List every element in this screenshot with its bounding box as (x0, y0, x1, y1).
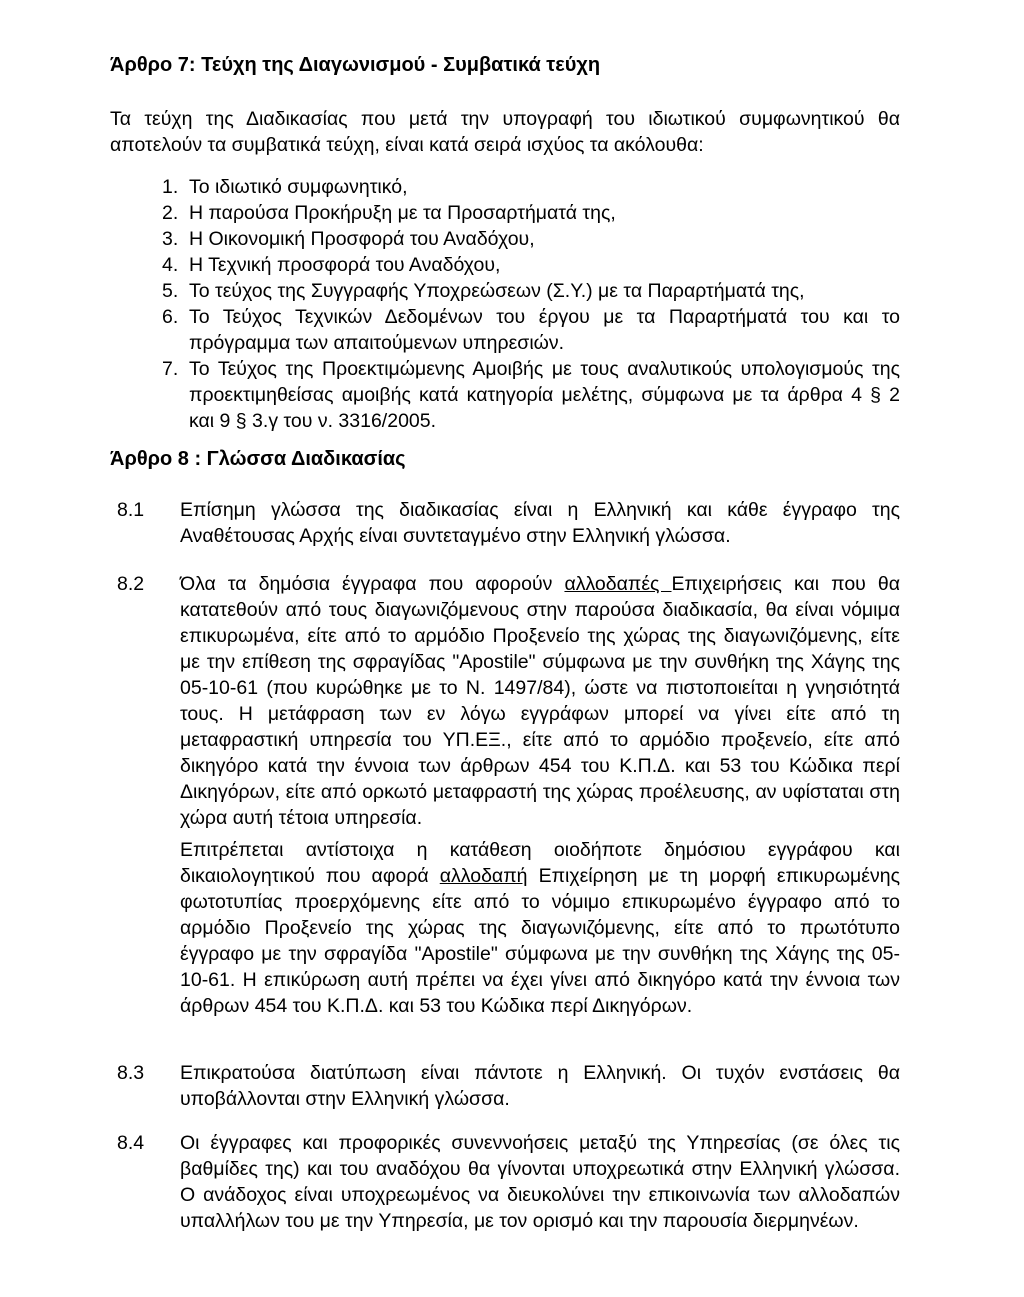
list-item-number: 4. (162, 254, 179, 276)
section-number: 8.4 (117, 1132, 145, 1154)
section-8-3-text: Επικρατούσα διατύπωση είναι πάντοτε η Ελληνική. Οι τυχόν ενστάσεις θα υποβάλλονται στην Ελληνική γλώσσα. (180, 1062, 900, 1110)
contract-documents-list (162, 174, 900, 434)
section-number: 8.2 (117, 573, 145, 595)
list-item (162, 278, 900, 304)
section-number: 8.3 (117, 1062, 145, 1084)
list-item-text: Το ιδιωτικό συμφωνητικό, (189, 176, 408, 198)
section-number: 8.1 (117, 499, 145, 521)
list-item-text: Η παρούσα Προκήρυξη με τα Προσαρτήματά της, (189, 202, 616, 224)
list-item-number: 6. (162, 306, 179, 328)
list-item (162, 252, 900, 278)
list-item-text: Η Τεχνική προσφορά του Αναδόχου, (189, 254, 501, 276)
article-7-heading: Άρθρο 7: Τεύχη της Διαγωνισμού - Συμβατικά τεύχη (110, 54, 601, 76)
text-run: Επιχειρήσεις και που θα κατατεθούν από τους διαγωνιζόμενους στην παρούσα διαδικασία, θα είναι νόμιμα επικυρωμένα, είτε από το αρμόδιο Προξενείο της χώρας της διαγωνιζόμενης, είτε με την επίθεση της σφραγίδας "Apostile" σύμφωνα με την συνθήκη της Χάγης της 05-10-61 (που κυρώθηκε με το Ν. 1497/84), ώστε να πιστοποιείται η γνησιότητά τους. Η μετάφραση των εν λόγω εγγράφων μπορεί να γίνει είτε από τη μεταφραστική υπηρεσία του ΥΠ.ΕΞ., είτε από το αρμόδιο προξενείο, είτε από δικηγόρο κατά την έννοια των άρθρων 454 του Κ.Π.Δ. και 53 του Κώδικα περί Δικηγόρων, είτε από ορκωτό μεταφραστή της χώρας προέλευσης, αν υφίσταται στη χώρα αυτή τέτοια υπηρεσία. (180, 573, 900, 829)
section-8-1-text: Επίσημη γλώσσα της διαδικασίας είναι η Ελληνική και κάθε έγγραφο της Αναθέτουσας Αρχής είναι συντεταγμένο στην Ελληνική γλώσσα. (180, 499, 900, 547)
list-item-text: Η Οικονομική Προσφορά του Αναδόχου, (189, 228, 535, 250)
list-item (162, 174, 900, 200)
list-item-number: 3. (162, 228, 179, 250)
list-item (162, 356, 900, 434)
article-8-heading: Άρθρο 8 : Γλώσσα Διαδικασίας (110, 448, 406, 470)
list-item-number: 5. (162, 280, 179, 302)
section-8-4-text: Οι έγγραφες και προφορικές συνεννοήσεις μεταξύ της Υπηρεσίας (σε όλες τις βαθμίδες της) και του αναδόχου θα γίνονται υποχρεωτικά στην Ελληνική γλώσσα. Ο ανάδοχος είναι υποχρεωμένος να διευκολύνει την επικοινωνία των αλλοδαπών υπαλλήλων του με την Υπηρεσία, με τον ορισμό και την παρουσία διερμηνέων. (180, 1132, 900, 1232)
list-item (162, 226, 900, 252)
text-run: Επιχείρηση με τη μορφή επικυρωμένης φωτοτυπίας προερχόμενης είτε από το νόμιμο επικυρωμένο έγγραφο από το αρμόδιο Προξενείο της χώρας της διαγωνιζόμενης, είτε από το πρωτότυπο έγγραφο με την σφραγίδα "Apostile" σύμφωνα με την συνθήκη της Χάγης της 05-10-61. Η επικύρωση αυτή πρέπει να έχει γίνει από δικηγόρο κατά την έννοια των άρθρων 454 του Κ.Π.Δ. και 53 του Κώδικα περί Δικηγόρων. (180, 865, 900, 1017)
list-item-text: Το Τεύχος Τεχνικών Δεδομένων του έργου με τα Παραρτήματά του και το πρόγραμμα των απαιτούμενων υπηρεσιών. (189, 306, 900, 354)
underlined-text: αλλοδαπή (439, 865, 528, 887)
article-7-intro: Τα τεύχη της Διαδικασίας που μετά την υπογραφή του ιδιωτικού συμφωνητικού θα αποτελούν τα συμβατικά τεύχη, είναι κατά σειρά ισχύος τα ακόλουθα: (110, 108, 900, 156)
list-item-number: 7. (162, 358, 179, 380)
text-run: Όλα τα δημόσια έγγραφα που αφορούν (180, 573, 565, 595)
list-item-text: Το τεύχος της Συγγραφής Υποχρεώσεων (Σ.Υ.) με τα Παραρτήματά της, (189, 280, 805, 302)
list-item-number: 2. (162, 202, 179, 224)
list-item (162, 200, 900, 226)
underlined-text: αλλοδαπές (564, 573, 672, 595)
list-item (162, 304, 900, 356)
section-8-2-paragraph-1 (180, 571, 900, 831)
text-run: Επιτρέπεται αντίστοιχα η κατάθεση οιοδήποτε δημόσιου εγγράφου και δικαιολογητικού που αφορά (180, 839, 900, 887)
section-8-2-paragraph-2 (180, 837, 900, 1019)
list-item-number: 1. (162, 176, 179, 198)
list-item-text: Το Τεύχος της Προεκτιμώμενης Αμοιβής με τους αναλυτικούς υπολογισμούς της προεκτιμηθείσας αμοιβής κατά κατηγορία μελέτης, σύμφωνα με τα άρθρα 4 § 2 και 9 § 3.γ του ν. 3316/2005. (189, 358, 900, 432)
